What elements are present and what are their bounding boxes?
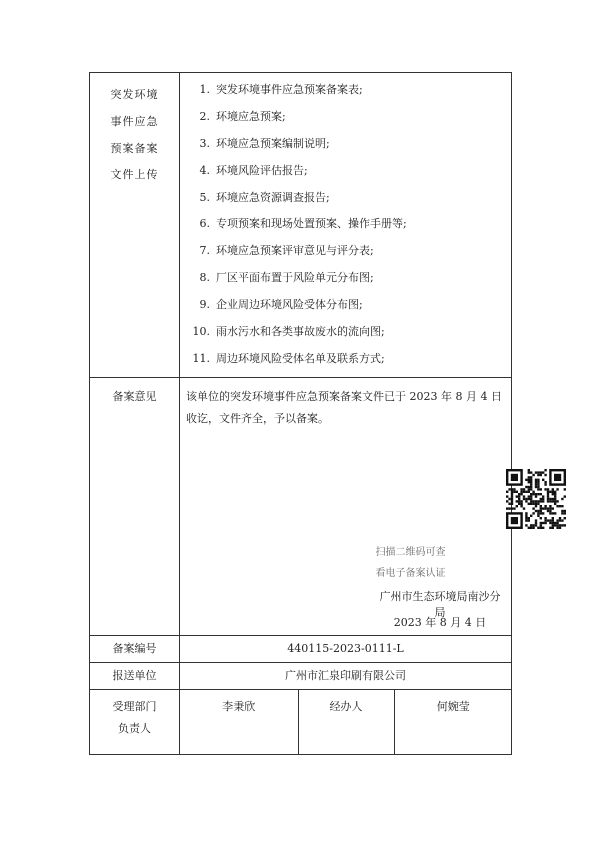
file-item-text: 环境应急预案评审意见与评分表; [216,244,374,258]
issue-date: 2023 年 8 月 4 日 [393,615,487,629]
record-number-label: 备案编号 [90,635,180,662]
opinion-cell [180,377,512,635]
file-item-number: 2. [199,109,210,123]
file-list-item [188,81,511,108]
qr-caption-line-2: 看电子备案认证 [375,567,446,579]
submit-unit-value: 广州市汇泉印刷有限公司 [180,662,512,689]
file-list-item [188,269,511,296]
file-list-item [188,242,511,269]
file-item-number: 5. [199,190,210,204]
file-list-item [188,162,511,189]
record-number-value: 440115-2023-0111-L [180,635,512,662]
submit-unit-row [90,662,512,689]
opinion-text: 该单位的突发环境事件应急预案备案文件已于 2023 年 8 月 4 日收讫，文件齐全，予以备案。 [186,389,502,425]
file-item-number: 4. [199,163,210,177]
file-item-number: 3. [199,136,210,150]
files-label-cell [90,73,180,378]
file-item-text: 环境应急资源调查报告; [216,190,330,204]
handler-label-cell [90,689,180,754]
file-item-number: 11. [192,351,210,365]
file-item-text: 企业周边环境风险受体分布图; [216,298,363,312]
file-item-text: 环境风险评估报告; [216,163,308,177]
handler-label-line: 负责人 [118,721,151,735]
file-item-number: 6. [199,217,210,231]
file-item-text: 雨水污水和各类事故废水的流向图; [216,325,385,339]
filing-form-table [89,72,512,755]
file-list-item [188,350,511,377]
file-list-item [188,135,511,162]
file-item-text: 环境应急预案; [216,109,286,123]
opinion-label: 备案意见 [112,389,157,403]
file-item-number: 9. [199,298,210,312]
opinion-label-cell [90,377,180,635]
files-label-line: 预案备案 [110,141,159,155]
file-list-item [188,189,511,216]
file-item-text: 环境应急预案编制说明; [216,136,330,150]
file-item-number: 10. [192,325,210,339]
submit-unit-label: 报送单位 [90,662,180,689]
file-item-text: 厂区平面布置于风险单元分布图; [216,271,374,285]
file-list-item [188,296,511,323]
file-list-item [188,323,511,350]
file-item-number: 1. [199,83,210,96]
responsible-person-name: 李秉欣 [222,699,256,713]
qr-caption-line-1: 扫描二维码可查 [375,546,446,558]
agent-label: 经办人 [298,690,394,754]
handler-row [90,689,512,754]
agent-name: 何婉莹 [394,690,512,754]
qr-code-icon[interactable] [506,469,566,529]
files-label-line: 突发环境 [110,88,159,101]
handler-label-line: 受理部门 [112,699,157,713]
files-list-cell [180,73,512,378]
file-item-text: 突发环境事件应急预案备案表; [216,83,363,96]
file-item-number: 8. [199,271,210,285]
issuing-organization: 广州市生态环境局南沙分局 [379,589,501,619]
file-item-text: 周边环境风险受体名单及联系方式; [216,351,385,365]
file-list-item [188,108,511,135]
handler-detail-cell [180,689,512,754]
record-number-row [90,635,512,662]
opinion-row [90,377,512,635]
files-label-line: 文件上传 [110,168,159,182]
file-item-number: 7. [199,244,210,258]
files-label-line: 事件应急 [110,114,159,128]
file-item-text: 专项预案和现场处置预案、操作手册等; [216,217,407,231]
files-row [90,73,512,378]
handler-subtable [180,690,512,754]
file-list [180,73,511,377]
file-list-item [188,215,511,242]
